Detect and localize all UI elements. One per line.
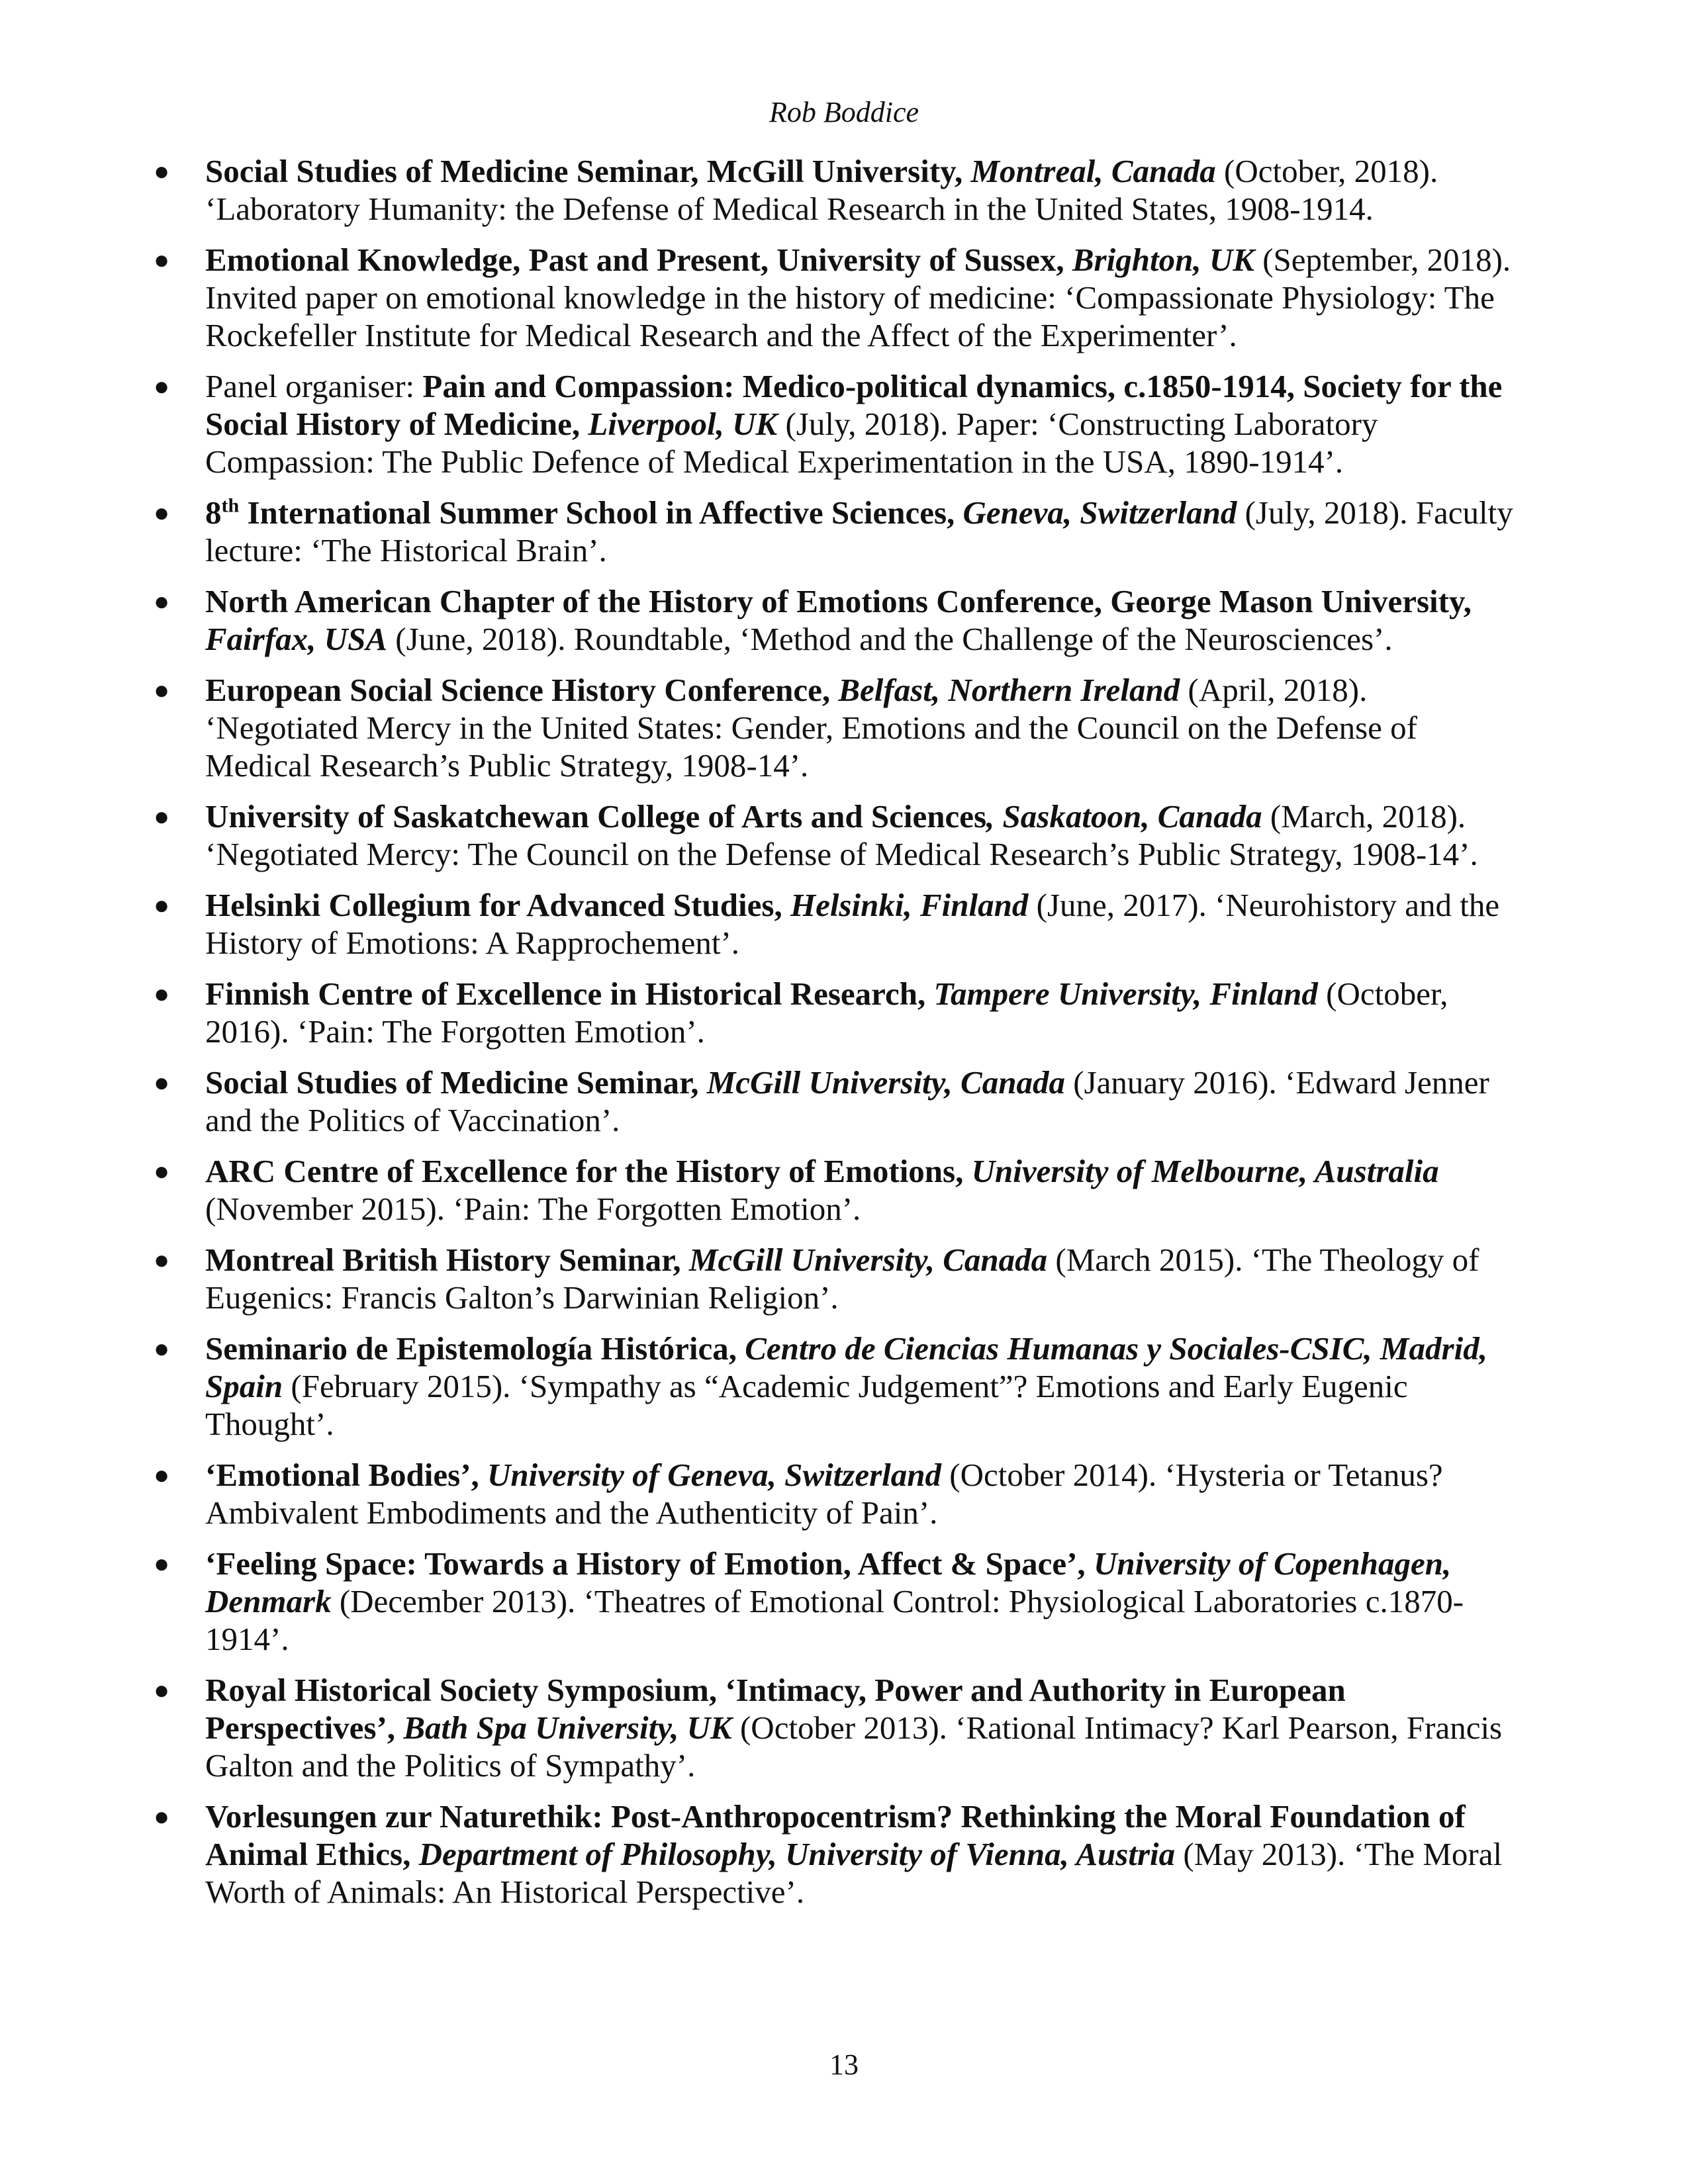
- event-location: University of Copenhagen, Denmark: [205, 1545, 1452, 1619]
- list-item: [0, 1545, 1526, 1658]
- event-location: Department of Philosophy, University of Vienna, Austria: [418, 1836, 1176, 1872]
- event-name: Helsinki Collegium for Advanced Studies,: [205, 887, 790, 923]
- list-item: [0, 975, 1526, 1050]
- list-item: [0, 152, 1526, 228]
- event-details: (October, 2018). ‘Laboratory Humanity: the Defense of Medical Research in the United States, 1908-1914.: [205, 153, 1438, 227]
- event-name: European Social Science History Conference,: [205, 672, 839, 708]
- list-item: [0, 1241, 1526, 1316]
- event-location: Brighton, UK: [1072, 242, 1254, 278]
- bullet-icon: ●: [154, 890, 170, 920]
- event-name: International Summer School in Affective Sciences,: [239, 494, 963, 531]
- event-details: (October 2013). ‘Rational Intimacy? Karl Pearson, Francis Galton and the Politics of Sympathy’.: [205, 1709, 1503, 1784]
- event-location: McGill University, Canada: [706, 1064, 1065, 1101]
- event-location: Belfast, Northern Ireland: [838, 672, 1180, 708]
- event-name: Royal Historical Society Symposium, ‘Intimacy, Power and Authority in European Perspectives’,: [205, 1672, 1346, 1746]
- list-item: [0, 241, 1526, 354]
- event-location: Liverpool, UK: [588, 406, 778, 442]
- bullet-icon: ●: [154, 156, 170, 186]
- list-item: [0, 886, 1526, 962]
- bullet-icon: ●: [154, 371, 170, 401]
- event-ordinal: 8: [205, 494, 222, 531]
- list-item: [0, 494, 1526, 569]
- bullet-icon: ●: [154, 1549, 170, 1578]
- event-name: Finnish Centre of Excellence in Historical Research,: [205, 976, 934, 1012]
- event-name: North American Chapter of the History of Emotions Conference, George Mason University,: [205, 583, 1472, 619]
- bullet-icon: ●: [154, 498, 170, 527]
- bullet-icon: ●: [154, 1068, 170, 1097]
- list-item: [0, 1064, 1526, 1139]
- event-name: ‘Emotional Bodies’,: [205, 1457, 488, 1493]
- presentations-list: [0, 152, 1688, 1924]
- bullet-icon: ●: [154, 245, 170, 275]
- event-name: Montreal British History Seminar,: [205, 1242, 689, 1278]
- event-location: Montreal, Canada: [970, 153, 1216, 189]
- event-location: , Saskatoon, Canada: [986, 798, 1262, 835]
- event-location: University of Melbourne, Australia: [971, 1153, 1439, 1189]
- event-location: Bath Spa University, UK: [403, 1709, 732, 1746]
- event-details: (June, 2018). Roundtable, ‘Method and the Challenge of the Neurosciences’.: [387, 621, 1393, 657]
- event-details: (March 2015). ‘The Theology of Eugenics: Francis Galton’s Darwinian Religion’.: [205, 1242, 1479, 1316]
- event-location: Geneva, Switzerland: [962, 494, 1237, 531]
- event-name: Social Studies of Medicine Seminar, McGill University,: [205, 153, 971, 189]
- event-details: (January 2016). ‘Edward Jenner and the Politics of Vaccination’.: [205, 1064, 1489, 1138]
- event-role: Panel organiser:: [205, 368, 423, 404]
- event-details: (April, 2018). ‘Negotiated Mercy in the United States: Gender, Emotions and the Council on the Defense of Medical Research’s Public Strategy, 1908-14’.: [205, 672, 1417, 784]
- event-details: (September, 2018). Invited paper on emotional knowledge in the history of medicine: ‘Compassionate Physiology: The Rockefeller Institute for Medical Research and the Affect of the Experimenter’.: [205, 242, 1511, 353]
- event-details: (October, 2016). ‘Pain: The Forgotten Emotion’.: [205, 976, 1448, 1050]
- event-location: Fairfax, USA: [205, 621, 388, 657]
- list-item: [0, 671, 1526, 784]
- running-header: Rob Boddice: [769, 96, 919, 128]
- list-item: [0, 797, 1526, 873]
- list-item: [0, 1152, 1526, 1228]
- list-item: [0, 1671, 1526, 1784]
- page-number: 13: [829, 2048, 859, 2081]
- event-details: (March, 2018). ‘Negotiated Mercy: The Council on the Defense of Medical Research’s Public Strategy, 1908-14’.: [205, 798, 1478, 872]
- event-name: Pain and Compassion: Medico-political dynamics, c.1850-1914, Society for the Social History of Medicine,: [205, 368, 1503, 442]
- list-item: [0, 1456, 1526, 1531]
- event-details: (November 2015). ‘Pain: The Forgotten Emotion’.: [205, 1191, 861, 1227]
- list-item: [0, 1797, 1526, 1911]
- event-name: ‘Feeling Space: Towards a History of Emotion, Affect & Space’,: [205, 1545, 1094, 1582]
- event-location: McGill University, Canada: [688, 1242, 1048, 1278]
- event-details: (February 2015). ‘Sympathy as “Academic Judgement”? Emotions and Early Eugenic Thought’.: [205, 1368, 1408, 1442]
- event-details: (July, 2018). Paper: ‘Constructing Laboratory Compassion: The Public Defence of Medical Experimentation in the USA, 1890-1914’.: [205, 406, 1378, 480]
- bullet-icon: ●: [154, 675, 170, 705]
- event-details: (July, 2018). Faculty lecture: ‘The Historical Brain’.: [205, 494, 1513, 569]
- event-location: Centro de Ciencias Humanas y Sociales-CSIC, Madrid, Spain: [205, 1330, 1487, 1404]
- bullet-icon: ●: [154, 1334, 170, 1363]
- event-location: University of Geneva, Switzerland: [487, 1457, 942, 1493]
- event-name: Vorlesungen zur Naturethik: Post-Anthropocentrism? Rethinking the Moral Foundation of Animal Ethics,: [205, 1798, 1466, 1872]
- event-location: Helsinki, Finland: [790, 887, 1029, 923]
- event-location: Tampere University, Finland: [933, 976, 1318, 1012]
- event-name: Social Studies of Medicine Seminar,: [205, 1064, 707, 1101]
- bullet-icon: ●: [154, 1675, 170, 1705]
- event-details: (May 2013). ‘The Moral Worth of Animals: An Historical Perspective’.: [205, 1836, 1503, 1910]
- event-name: Seminario de Epistemología Histórica,: [205, 1330, 745, 1367]
- bullet-icon: ●: [154, 1460, 170, 1490]
- bullet-icon: ●: [154, 1156, 170, 1186]
- event-details: (June, 2017). ‘Neurohistory and the History of Emotions: A Rapprochement’.: [205, 887, 1500, 961]
- bullet-icon: ●: [154, 1801, 170, 1831]
- event-details: (December 2013). ‘Theatres of Emotional Control: Physiological Laboratories c.1870-1914’.: [205, 1583, 1464, 1657]
- event-details: (October 2014). ‘Hysteria or Tetanus? Ambivalent Embodiments and the Authenticity of Pain’.: [205, 1457, 1443, 1531]
- list-item: [0, 582, 1526, 658]
- bullet-icon: ●: [154, 801, 170, 831]
- event-name: Emotional Knowledge, Past and Present, University of Sussex,: [205, 242, 1072, 278]
- bullet-icon: ●: [154, 1245, 170, 1275]
- ordinal-suffix: th: [221, 494, 240, 517]
- bullet-icon: ●: [154, 586, 170, 616]
- list-item: [0, 1330, 1526, 1443]
- bullet-icon: ●: [154, 979, 170, 1009]
- list-item: [0, 367, 1526, 480]
- event-name: University of Saskatchewan College of Arts and Sciences: [205, 798, 987, 835]
- event-name: ARC Centre of Excellence for the History of Emotions,: [205, 1153, 972, 1189]
